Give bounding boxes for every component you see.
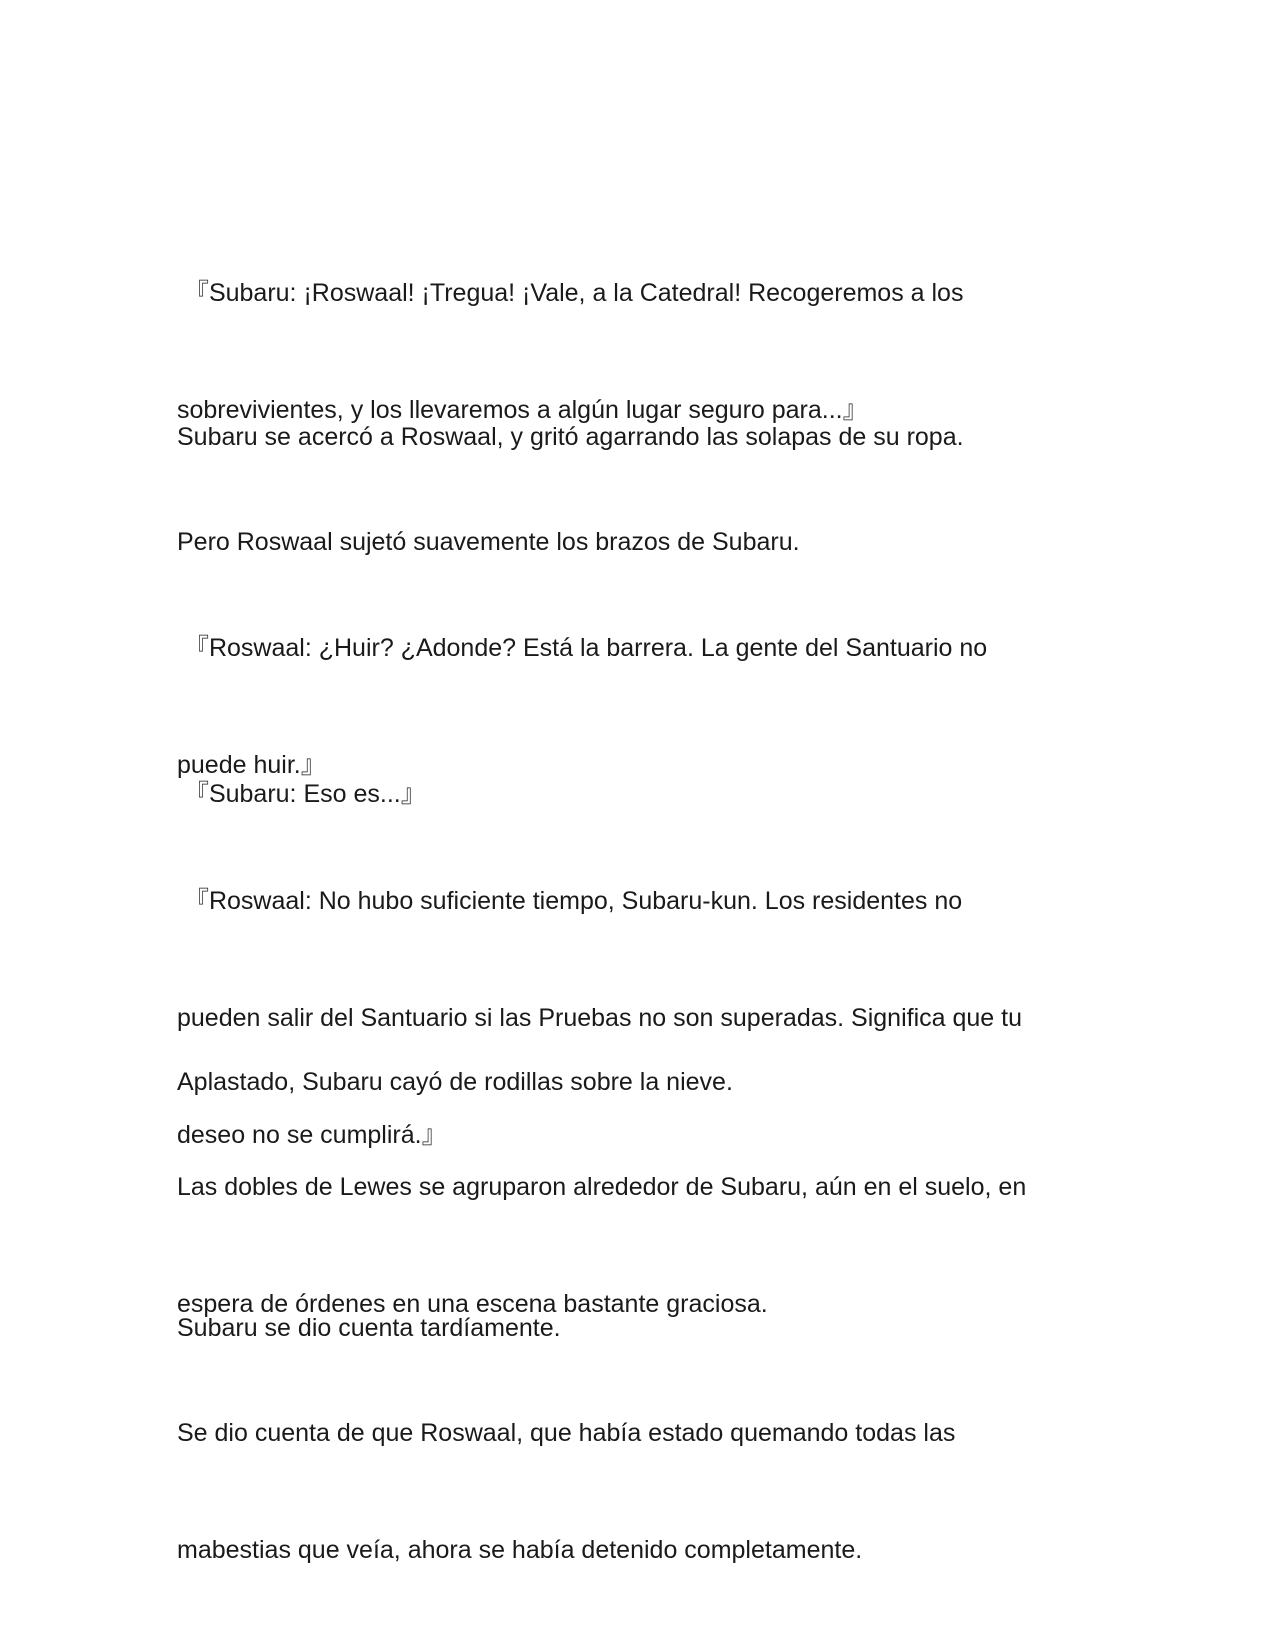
text-line: 『Roswaal: ¿Huir? ¿Adonde? Está la barrera. La gente del Santuario no <box>177 634 988 662</box>
text-line: mabestias que veía, ahora se había detenido completamente. <box>177 1536 863 1564</box>
text-line: sobrevivientes, y los llevaremos a algún lugar seguro para...』 <box>177 396 868 424</box>
text-line: 『Roswaal: No hubo suficiente tiempo, Subaru-kun. Los residentes no <box>177 887 963 915</box>
text-line: Las dobles de Lewes se agruparon alrededor de Subaru, aún en el suelo, en <box>177 1173 1027 1201</box>
text-line: Subaru se dio cuenta tardíamente. <box>177 1314 561 1342</box>
text-line: espera de órdenes en una escena bastante graciosa. <box>177 1290 768 1318</box>
paragraph-narration <box>177 1336 1097 1648</box>
text-line: puede huir.』 <box>177 751 326 779</box>
text-line: Subaru se acercó a Roswaal, y gritó agarrando las solapas de su ropa. <box>177 423 964 451</box>
text-line: Pero Roswaal sujetó suavemente los brazos de Subaru. <box>177 528 800 556</box>
text-line: pueden salir del Santuario si las Pruebas no son superadas. Significa que tu <box>177 1004 1022 1032</box>
text-line: Aplastado, Subaru cayó de rodillas sobre la nieve. <box>177 1068 733 1096</box>
text-line: 『Subaru: Eso es...』 <box>177 780 426 808</box>
text-line: Se dio cuenta de que Roswaal, que había estado quemando todas las <box>177 1419 956 1447</box>
text-line: deseo no se cumplirá.』 <box>177 1121 447 1149</box>
text-line: 『Subaru: ¡Roswaal! ¡Tregua! ¡Vale, a la Catedral! Recogeremos a los <box>177 279 964 307</box>
